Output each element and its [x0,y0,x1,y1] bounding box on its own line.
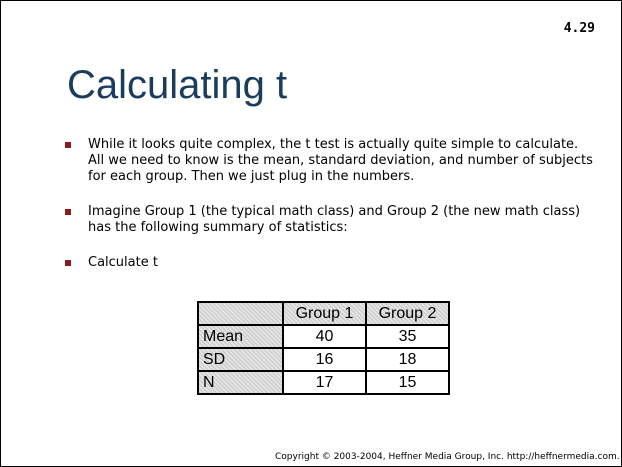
table-row-label: SD [198,348,283,371]
square-bullet-icon [65,260,71,266]
copyright-footer: Copyright © 2003-2004, Heffner Media Group, Inc. http://heffnermedia.com. [275,452,620,462]
table-cell: 18 [366,348,449,371]
bullet-item [65,204,595,236]
table-cell: 16 [283,348,366,371]
table-header-cell: Group 2 [366,302,449,325]
table-row [198,348,449,371]
table-row [198,371,449,394]
table-cell: 35 [366,325,449,348]
table-row [198,325,449,348]
table-cell: 17 [283,371,366,394]
summary-statistics-table [197,301,450,395]
square-bullet-icon [65,209,71,215]
slide-number: 4.29 [563,21,595,36]
table-header-cell: Group 1 [283,302,366,325]
bullet-text: Imagine Group 1 (the typical math class) and Group 2 (the new math class) has the following summary of statistics: [88,204,581,235]
slide-title: Calculating t [67,63,288,107]
bullet-item [65,255,595,271]
table-header-cell [198,302,283,325]
table-header-row [198,302,449,325]
table-row-label: Mean [198,325,283,348]
table-cell: 15 [366,371,449,394]
square-bullet-icon [65,142,71,148]
bullet-text: Calculate t [88,255,158,270]
bullet-list [65,137,595,290]
table-cell: 40 [283,325,366,348]
bullet-text: While it looks quite complex, the t test is actually quite simple to calculate. All we need to know is the mean, standard deviation, and number of subjects for each group. Then we just plug in the numbers. [88,137,593,184]
table-row-label: N [198,371,283,394]
bullet-item [65,137,595,185]
